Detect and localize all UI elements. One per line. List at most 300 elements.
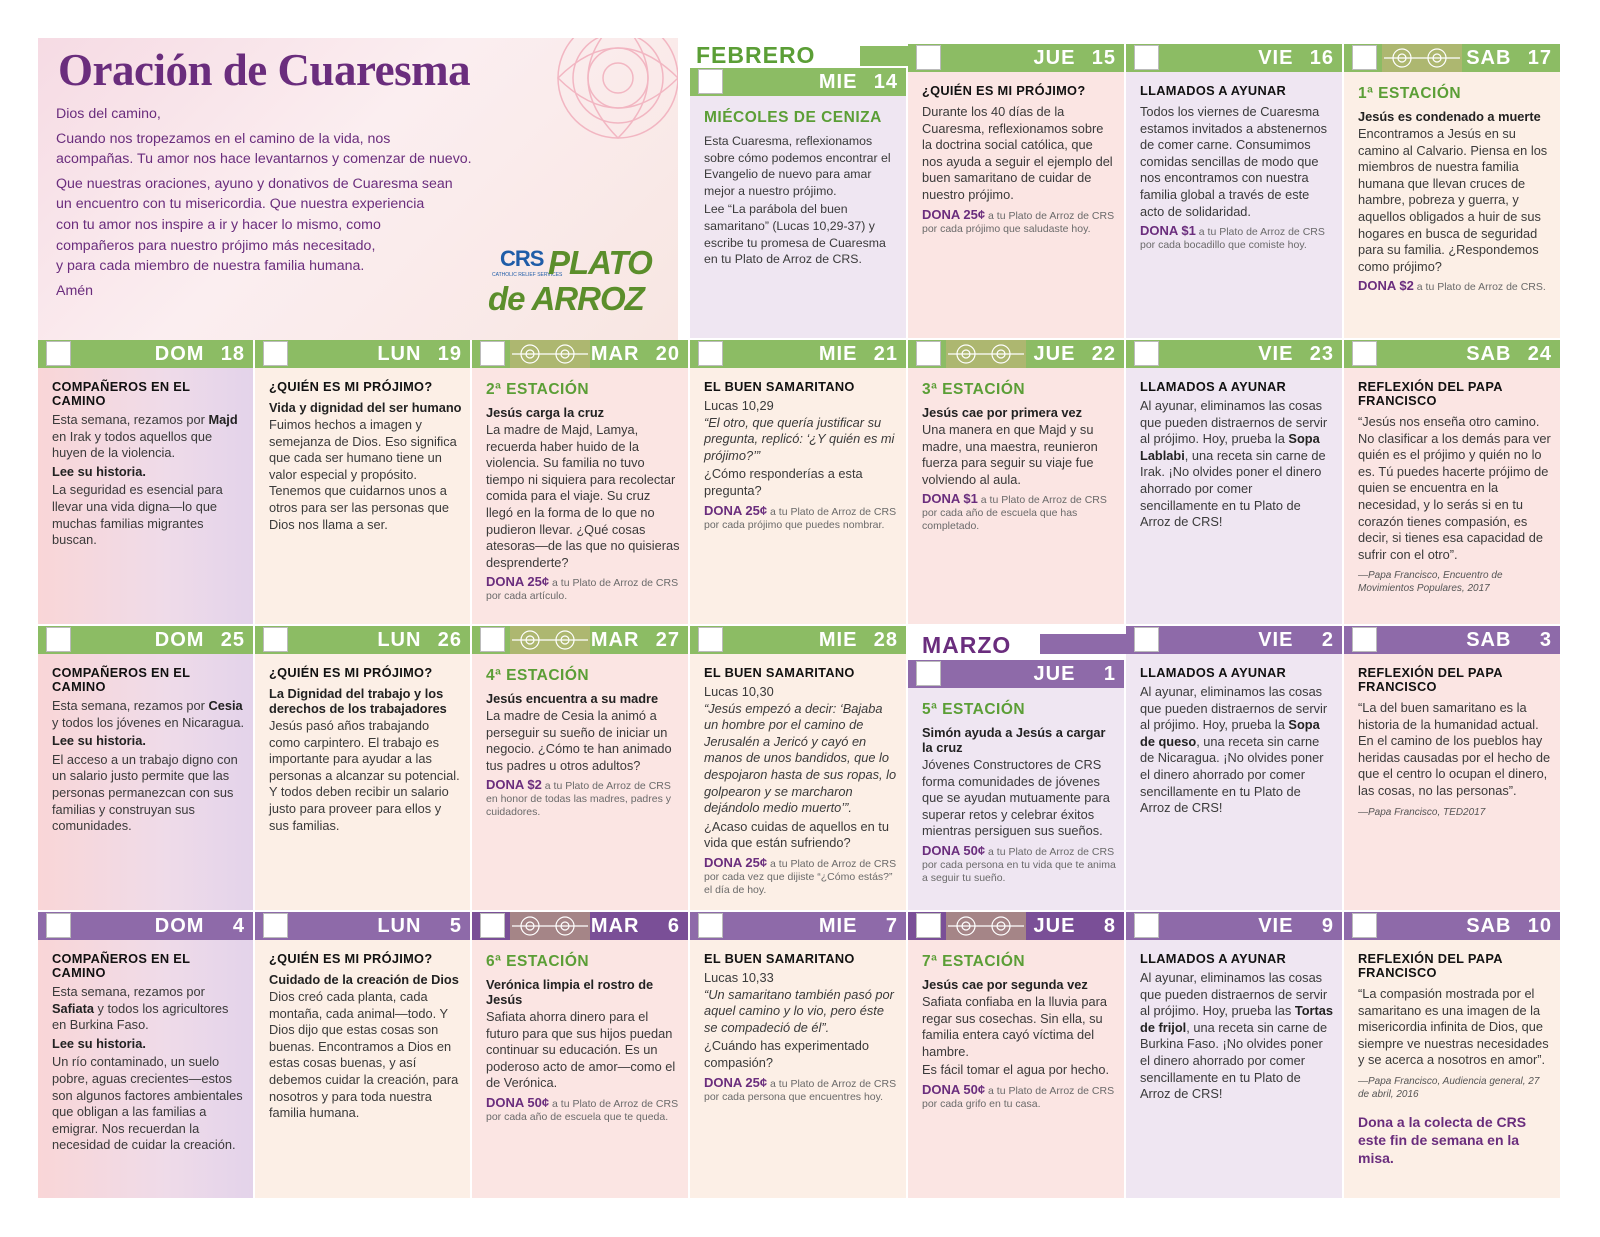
highlight-name: Cesia (208, 698, 243, 713)
day-header (908, 912, 1124, 940)
day-number: 27 (655, 629, 680, 651)
day-label (377, 915, 462, 938)
day-text (52, 412, 245, 462)
donation-amount: DONA 50¢ (486, 1094, 550, 1110)
day-subtitle: Vida y dignidad del ser humano (269, 400, 462, 415)
day-number: 2 (1321, 629, 1334, 651)
day-title: 6ª ESTACIÓN (486, 953, 590, 970)
day-content (922, 84, 1116, 236)
day-label (377, 629, 462, 652)
day-checkbox[interactable] (263, 341, 288, 366)
day-text: Una manera en que Majd y su madre, una maestra, reunieron fuerza para seguir su viaje fue volviendo al aula. (922, 422, 1098, 487)
day-label (155, 915, 245, 938)
day-number: 21 (873, 343, 898, 365)
day-title: ¿QUIÉN ES MI PRÓJIMO? (269, 951, 433, 966)
day-of-week: VIE (1258, 47, 1294, 69)
day-text: ¿Cuándo has experimentado compasión? (704, 1038, 870, 1070)
day-title: EL BUEN SAMARITANO (704, 665, 855, 680)
day-checkbox[interactable] (1134, 913, 1159, 938)
prayer-line: acompañas. Tu amor nos hace levantarnos y comenzar de nuevo. (56, 151, 472, 168)
donation-text (922, 844, 1116, 885)
day-number: 18 (220, 343, 245, 365)
day-cell-mar27 (472, 626, 688, 910)
prayer-line: un encuentro con tu misericordia. Que nuestra experiencia (56, 196, 425, 213)
day-title: LLAMADOS A AYUNAR (1140, 379, 1287, 394)
day-of-week: MIE (818, 343, 858, 365)
day-of-week: SAB (1466, 47, 1512, 69)
ornament-icon (510, 626, 590, 654)
day-header (38, 340, 253, 368)
day-subtitle: Jesús es condenado a muerte (1358, 109, 1541, 124)
day-content (704, 666, 898, 897)
day-text (1140, 970, 1334, 1103)
day-checkbox[interactable] (1352, 913, 1377, 938)
donation-amount: DONA 50¢ (922, 842, 986, 858)
read-story-link: Lee su historia. (52, 733, 146, 749)
day-header (255, 912, 470, 940)
day-text (52, 698, 245, 731)
donation-amount: DONA 25¢ (704, 854, 768, 870)
logo-plato: PLATO (548, 244, 652, 281)
day-text: Safiata ahorra dinero para el futuro para que sus hijos puedan continuar su educación. Es un poderoso acto de amor—como el de Verónica. (486, 1009, 676, 1091)
day-header (38, 912, 253, 940)
day-number: 26 (437, 629, 462, 651)
day-number: 14 (873, 71, 898, 93)
day-text: Encontramos a Jesús en su camino al Calvario. Piensa en los miembros de nuestra familia humana que llevan cruces de hambre, pobreza y guerra, y aquellos obligados a huir de sus hogares en busca de seguridad para su familia. ¿Respondemos como prójimo? (1358, 126, 1548, 274)
day-checkbox[interactable] (1134, 45, 1159, 70)
day-subtitle: Jesús carga la cruz (486, 405, 605, 420)
day-of-week: LUN (377, 629, 422, 651)
donation-amount: DONA $2 (1358, 278, 1414, 294)
day-cell-mie28 (690, 626, 906, 910)
day-cell-sab24 (1344, 340, 1560, 624)
day-checkbox[interactable] (480, 913, 505, 938)
day-of-week: MIE (818, 629, 858, 651)
day-content (922, 700, 1116, 885)
day-text: La madre de Majd, Lamya, recuerda haber huido de la violencia. Su familia no tuvo tiempo ni siquiera para recolectar comida para el viaje. Su cruz llegó en la forma de lo que no pudieron llevar. ¿Qué cosas atesoras—de las que no quisieras desprenderte? (486, 422, 680, 570)
day-of-week: SAB (1466, 343, 1512, 365)
day-title: REFLEXIÓN DEL PAPA FRANCISCO (1358, 951, 1503, 980)
day-content (1358, 84, 1552, 294)
highlight-name: Tortas de frijol (1140, 1003, 1333, 1035)
day-cell-jue22 (908, 340, 1124, 624)
day-of-week: JUE (1033, 915, 1076, 937)
day-label (819, 71, 898, 94)
day-label (1466, 629, 1552, 652)
donation-detail: a tu Plato de Arroz de CRS por cada prójimo que puedes nombrar. (704, 505, 897, 531)
quote-citation: —Papa Francisco, Audiencia general, 27 de abril, 2016 (1358, 1075, 1540, 1100)
day-checkbox[interactable] (263, 627, 288, 652)
day-content (704, 380, 898, 532)
day-content (1140, 666, 1334, 817)
day-cell-dom18 (38, 340, 253, 624)
day-cell-vie9 (1126, 912, 1342, 1198)
donation-text (486, 778, 680, 819)
day-number: 10 (1527, 915, 1552, 937)
day-label (1258, 47, 1334, 70)
day-subtitle: Simón ayuda a Jesús a cargar la cruz (922, 725, 1106, 755)
day-text: Dios creó cada planta, cada montaña, cada animal—todo. Y Dios dijo que estas cosas son buenas. Encontramos a Dios en estas cosas buenas, y así debemos cuidar la creación, para nosotros y para toda nuestra familia humana. (269, 989, 459, 1121)
prayer-line: Dios del camino, (56, 106, 161, 122)
day-content (704, 108, 898, 268)
logo-crs-sub: CATHOLIC RELIEF SERVICES (492, 272, 563, 278)
day-of-week: DOM (154, 915, 205, 937)
day-label (819, 629, 898, 652)
day-subtitle: Jesús cae por segunda vez (922, 977, 1088, 992)
day-number: 15 (1091, 47, 1116, 69)
day-title: COMPAÑEROS EN EL CAMINO (52, 379, 190, 408)
day-header (1126, 626, 1342, 654)
day-subtitle: Verónica limpia el rostro de Jesús (486, 977, 654, 1007)
logo-de-arroz: de ARROZ (488, 280, 644, 317)
crs-plato-de-arroz-logo (486, 240, 676, 330)
day-text-part: Esta semana, rezamos por (52, 698, 209, 713)
donation-detail: a tu Plato de Arroz de CRS por cada prójimo que saludaste hoy. (922, 209, 1115, 235)
day-header (472, 626, 688, 654)
day-number: 1 (1103, 663, 1116, 685)
day-label (1466, 47, 1552, 70)
day-text-part: Esta semana, rezamos por (52, 984, 205, 999)
day-header (690, 68, 906, 96)
day-text: Es fácil tomar el agua por hecho. (922, 1062, 1110, 1078)
prayer-line: con tu amor nos inspire a ir y hacer lo mismo, como (56, 216, 381, 233)
day-content (486, 380, 680, 603)
day-header (1344, 626, 1560, 654)
day-header (472, 912, 688, 940)
highlight-name: Safiata (52, 1000, 94, 1016)
day-cell-mie7 (690, 912, 906, 1198)
day-content (269, 380, 462, 533)
day-number: 19 (437, 343, 462, 365)
day-title: COMPAÑEROS EN EL CAMINO (52, 665, 190, 694)
donation-amount: DONA 50¢ (922, 1081, 986, 1097)
day-checkbox[interactable] (698, 69, 723, 94)
logo-crs: CRS (500, 246, 544, 271)
day-content (269, 952, 462, 1122)
day-number: 23 (1309, 343, 1334, 365)
day-content (1358, 380, 1552, 595)
collection-callout: Dona a la colecta de CRS este fin de semana en la misa. (1358, 1113, 1527, 1166)
day-of-week: MAR (590, 915, 640, 937)
read-story-link: Lee su historia. (52, 1035, 146, 1051)
day-text-part: , una receta sin carne de Irak. ¡No olvides poner el dinero ahorrado por comer sencillamente en tu Plato de Arroz de CRS! (1140, 447, 1326, 530)
day-number: 5 (449, 915, 462, 937)
day-of-week: SAB (1466, 629, 1512, 651)
donation-amount: DONA 25¢ (704, 1074, 768, 1090)
day-content (269, 666, 462, 834)
day-checkbox[interactable] (1134, 341, 1159, 366)
day-text-part: , una receta sin carne de Burkina Faso. ¡No olvides poner el dinero ahorrado por comer sencillamente en tu Plato de Arroz de CRS! (1140, 1019, 1328, 1102)
day-text: ¿Cómo responderías a esta pregunta? (704, 466, 863, 498)
day-number: 9 (1321, 915, 1334, 937)
quote-citation: —Papa Francisco, Encuentro de Movimientos Populares, 2017 (1358, 570, 1503, 595)
day-title: 7ª ESTACIÓN (922, 953, 1026, 970)
day-of-week: VIE (1258, 915, 1294, 937)
day-label (1034, 343, 1116, 366)
day-text: La seguridad es esencial para llevar una vida digna—lo que muchas familias migrantes buscan. (52, 482, 223, 548)
day-header (1126, 44, 1342, 72)
day-content (1358, 952, 1552, 1167)
day-header (38, 626, 253, 654)
day-text (1140, 398, 1334, 531)
day-text-part: y todos los jóvenes en Nicaragua. (52, 714, 245, 730)
donation-text (1358, 279, 1552, 294)
donation-detail: a tu Plato de Arroz de CRS por cada año de escuela que te queda. (486, 1097, 679, 1123)
day-title: REFLEXIÓN DEL PAPA FRANCISCO (1358, 665, 1503, 694)
day-header (908, 340, 1124, 368)
day-checkbox[interactable] (480, 341, 505, 366)
day-cell-jue15 (908, 44, 1124, 338)
day-label (1258, 915, 1334, 938)
day-number: 28 (873, 629, 898, 651)
donation-text (1140, 224, 1334, 252)
month-bar (1040, 634, 1132, 654)
day-text: ¿Acaso cuidas de aquellos en tu vida que están sufriendo? (704, 818, 889, 851)
donation-amount: DONA 25¢ (704, 502, 768, 518)
day-content (52, 666, 245, 835)
day-of-week: JUE (1033, 343, 1076, 365)
donation-text (486, 575, 680, 603)
day-cell-vie2 (1126, 626, 1342, 910)
day-title: LLAMADOS A AYUNAR (1140, 83, 1287, 98)
day-label (377, 343, 462, 366)
day-text: Un río contaminado, un suelo pobre, aguas crecientes—estos son algunos factores ambientales que obligan a las familias a emigrar. Nos recuerdan la necesidad de cuidar la creación. (52, 1054, 243, 1153)
day-cell-dom4 (38, 912, 253, 1198)
day-of-week: MIE (818, 915, 858, 937)
day-label (1034, 915, 1116, 938)
day-of-week: MIE (818, 71, 858, 93)
day-checkbox[interactable] (916, 661, 941, 686)
highlight-name: Sopa de queso (1140, 717, 1320, 749)
scripture-reference: Lucas 10,29 (704, 398, 774, 413)
day-text: Fuimos hechos a imagen y semejanza de Dios. Eso significa que cada ser humano tiene un valor especial y propósito. Tenemos que cuidarnos unos a otros para ser las personas que Dios nos llama a ser. (269, 417, 457, 532)
day-cell-mie14 (690, 68, 906, 338)
day-checkbox[interactable] (46, 913, 71, 938)
day-text: Jesús pasó años trabajando como carpintero. El trabajo es importante para ayudar a las personas a alcanzar su potencial. Y todos deben recibir un salario justo para proveer para ellos y sus familias. (269, 718, 460, 833)
day-title: 3ª ESTACIÓN (922, 381, 1026, 398)
day-text: Jóvenes Constructores de CRS forma comunidades de jóvenes que se ayudan mutuamente para superar retos y celebrar éxitos mientras persiguen sus sueños. (922, 757, 1110, 839)
day-text-part: en Irak y todos aquellos que huyen de la violencia. (52, 428, 213, 461)
month-label-febrero: FEBRERO (696, 42, 816, 68)
day-title: 5ª ESTACIÓN (922, 701, 1026, 718)
day-number: 24 (1527, 343, 1552, 365)
day-label (591, 629, 680, 652)
day-header (690, 626, 906, 654)
day-cell-mie21 (690, 340, 906, 624)
day-cell-mar6 (472, 912, 688, 1198)
donation-detail: a tu Plato de Arroz de CRS por cada persona que encuentres hoy. (704, 1077, 897, 1103)
scripture-reference: Lucas 10,33 (704, 970, 774, 985)
day-number: 8 (1103, 915, 1116, 937)
day-text-part: y todos los agricultores en Burkina Faso. (52, 1000, 229, 1033)
prayer-line: Cuando nos tropezamos en el camino de la vida, nos (56, 130, 391, 147)
day-title: ¿QUIÉN ES MI PRÓJIMO? (269, 379, 433, 394)
day-title: EL BUEN SAMARITANO (704, 379, 855, 394)
day-content (486, 952, 680, 1124)
day-text: Lee “La parábola del buen samaritano” (Lucas 10,29-37) y escribe tu promesa de Cuaresma en tu Plato de Arroz de CRS. (704, 202, 886, 267)
day-cell-sab17 (1344, 44, 1560, 338)
day-text: Todos los viernes de Cuaresma estamos invitados a abstenernos de comer carne. Consumimos comidas sencillas de modo que nos encontramos con nuestra familia global a través de este acto de solidaridad. (1140, 104, 1328, 219)
day-of-week: JUE (1033, 663, 1076, 685)
day-title: EL BUEN SAMARITANO (704, 951, 855, 966)
donation-detail: a tu Plato de Arroz de CRS por cada persona en tu vida que te anima a seguir tu sueño. (922, 845, 1116, 884)
day-header (1344, 340, 1560, 368)
day-content (922, 380, 1116, 533)
day-text: La madre de Cesia la animó a perseguir su sueño de iniciar un negocio. ¿Cómo te han animado tus padres u otros adultos? (486, 708, 672, 773)
donation-amount: DONA 25¢ (922, 206, 986, 222)
donation-amount: DONA $1 (1140, 223, 1196, 239)
month-label-marzo: MARZO (922, 632, 1012, 658)
donation-detail: a tu Plato de Arroz de CRS por cada grifo en tu casa. (922, 1084, 1115, 1110)
day-header (255, 626, 470, 654)
day-label (1034, 47, 1116, 70)
donation-detail: a tu Plato de Arroz de CRS por cada vez que dijiste “¿Cómo estás?” el día de hoy. (704, 857, 897, 896)
day-text-part: Al ayunar, eliminamos las cosas que pueden distraernos de servir al prójimo. Hoy, prueba la (1140, 398, 1328, 447)
day-of-week: MAR (590, 343, 640, 365)
donation-text (704, 856, 898, 897)
day-number: 20 (655, 343, 680, 365)
day-cell-sab3 (1344, 626, 1560, 910)
day-of-week: VIE (1258, 343, 1294, 365)
day-title: REFLEXIÓN DEL PAPA FRANCISCO (1358, 379, 1503, 408)
ornament-icon (510, 340, 590, 368)
day-text-part: Esta semana, rezamos por (52, 412, 209, 427)
donation-detail: a tu Plato de Arroz de CRS en honor de todas las madres, padres y cuidadores. (486, 780, 672, 819)
day-number: 3 (1539, 629, 1552, 651)
day-header (255, 340, 470, 368)
ornament-icon (946, 912, 1026, 940)
day-number: 22 (1091, 343, 1116, 365)
day-text-part: , una receta sin carne de Nicaragua. ¡No olvides poner el dinero ahorrado por comer sencillamente en tu Plato de Arroz de CRS! (1140, 733, 1324, 816)
day-checkbox[interactable] (916, 45, 941, 70)
donation-detail: a tu Plato de Arroz de CRS por cada año de escuela que has completado. (922, 494, 1107, 533)
ornament-icon (946, 340, 1026, 368)
day-content (486, 666, 680, 819)
day-text: El acceso a un trabajo digno con un salario justo permite que las personas permanezcan con sus familias y construyan sus comunidades. (52, 751, 238, 834)
day-text (52, 984, 245, 1034)
day-title: ¿QUIÉN ES MI PRÓJIMO? (269, 665, 433, 680)
day-content (922, 952, 1116, 1111)
day-text: Durante los 40 días de la Cuaresma, reflexionamos sobre la doctrina social católica, que nos ayuda a seguir el ejemplo del buen samaritano de cuidar de nuestro prójimo. (922, 104, 1113, 202)
donation-text (704, 1076, 898, 1104)
day-header (472, 340, 688, 368)
day-label (1466, 343, 1552, 366)
day-cell-mar20 (472, 340, 688, 624)
day-checkbox[interactable] (1352, 45, 1377, 70)
day-text: “La compasión mostrada por el samaritano es una imagen de la misericordia infinita de Dios, que siempre ve nuestras necesidades y se acerca a nosotros en amor”. (1358, 986, 1549, 1068)
day-checkbox[interactable] (46, 341, 71, 366)
donation-amount: DONA 25¢ (486, 574, 550, 590)
day-checkbox[interactable] (480, 627, 505, 652)
day-title: MIÉCOLES DE CENIZA (704, 109, 882, 126)
donation-amount: DONA $2 (486, 777, 542, 793)
day-header (690, 912, 906, 940)
day-number: 7 (885, 915, 898, 937)
donation-text (922, 492, 1116, 533)
day-title: ¿QUIÉN ES MI PRÓJIMO? (922, 83, 1086, 98)
day-of-week: MAR (590, 629, 640, 651)
day-content (52, 380, 245, 549)
day-label (1034, 663, 1116, 686)
prayer-title: Oración de Cuaresma (58, 45, 471, 95)
day-header (1126, 340, 1342, 368)
day-checkbox[interactable] (1352, 341, 1377, 366)
month-bar (860, 46, 914, 66)
day-label (819, 915, 898, 938)
day-text: “Jesús nos enseña otro camino. No clasificar a los demás para ver quién es el prójimo y quién no lo es. Tú puedes hacerte prójimo de quien se encuentra en la necesidad, y lo serás si en tu corazón tienes compasión, es decir, si tienes esa capacidad de sufrir con el otro”. (1358, 414, 1551, 562)
day-cell-lun5 (255, 912, 470, 1198)
day-subtitle: Jesús encuentra a su madre (486, 691, 659, 706)
prayer-text (56, 104, 526, 301)
ornament-icon (1382, 44, 1462, 72)
day-title: 2ª ESTACIÓN (486, 381, 590, 398)
day-checkbox[interactable] (1134, 627, 1159, 652)
day-label (155, 629, 245, 652)
day-number: 17 (1527, 47, 1552, 69)
day-header (1344, 912, 1560, 940)
day-checkbox[interactable] (1352, 627, 1377, 652)
day-number: 16 (1309, 47, 1334, 69)
day-text: Safiata confiaba en la lluvia para regar sus cosechas. Sin ella, su familia entera cayó víctima del hambre. (922, 994, 1107, 1059)
day-content (1140, 380, 1334, 531)
day-checkbox[interactable] (916, 913, 941, 938)
day-label (591, 915, 680, 938)
donation-detail: a tu Plato de Arroz de CRS por cada artículo. (486, 577, 679, 603)
donation-detail: a tu Plato de Arroz de CRS por cada bocadillo que comiste hoy. (1140, 226, 1325, 252)
day-text: “La del buen samaritano es la historia de la humanidad actual. En el camino de los pueblos hay heridas causadas por el hecho de que el centro lo ocupan el dinero, las cosas, no las personas”. (1358, 700, 1551, 798)
day-cell-sab10 (1344, 912, 1560, 1198)
day-content (1140, 952, 1334, 1103)
day-cell-jue1 (908, 660, 1124, 910)
day-content (1358, 666, 1552, 819)
day-header (908, 660, 1124, 688)
day-checkbox[interactable] (698, 341, 723, 366)
day-number: 4 (232, 915, 245, 937)
day-of-week: VIE (1258, 629, 1294, 651)
day-of-week: JUE (1033, 47, 1076, 69)
day-number: 25 (220, 629, 245, 651)
day-checkbox[interactable] (698, 913, 723, 938)
scripture-quote: “El otro, que quería justificar su pregunta, replicó: ‘¿Y quién es mi prójimo?’” (704, 414, 895, 463)
day-title: LLAMADOS A AYUNAR (1140, 665, 1287, 680)
day-checkbox[interactable] (263, 913, 288, 938)
prayer-line: compañeros para nuestro prójimo más necesitado, (56, 237, 376, 254)
day-checkbox[interactable] (698, 627, 723, 652)
day-label (1258, 629, 1334, 652)
quote-citation: —Papa Francisco, TED2017 (1358, 806, 1486, 818)
day-subtitle: La Dignidad del trabajo y los derechos de los trabajadores (269, 686, 447, 716)
day-label (819, 343, 898, 366)
scripture-quote: “Un samaritano también pasó por aquel camino y lo vio, pero éste se compadeció de él”. (704, 986, 894, 1035)
day-cell-vie16 (1126, 44, 1342, 338)
highlight-name: Sopa Lablabi (1140, 431, 1320, 463)
prayer-amen: Amén (56, 282, 94, 299)
day-of-week: LUN (377, 915, 422, 937)
day-header (1344, 44, 1560, 72)
day-of-week: DOM (154, 343, 205, 365)
day-label (1258, 343, 1334, 366)
day-of-week: SAB (1466, 915, 1512, 937)
day-checkbox[interactable] (916, 341, 941, 366)
donation-amount: DONA $1 (922, 491, 978, 507)
ornament-icon (510, 912, 590, 940)
day-content (52, 952, 245, 1154)
donation-text (486, 1096, 680, 1124)
day-checkbox[interactable] (46, 627, 71, 652)
read-story-link: Lee su historia. (52, 463, 146, 479)
day-text-part: Al ayunar, eliminamos las cosas que pueden distraernos de servir al prójimo. Hoy, prueba la (1140, 684, 1328, 733)
prayer-line: y para cada miembro de nuestra familia humana. (56, 258, 365, 275)
